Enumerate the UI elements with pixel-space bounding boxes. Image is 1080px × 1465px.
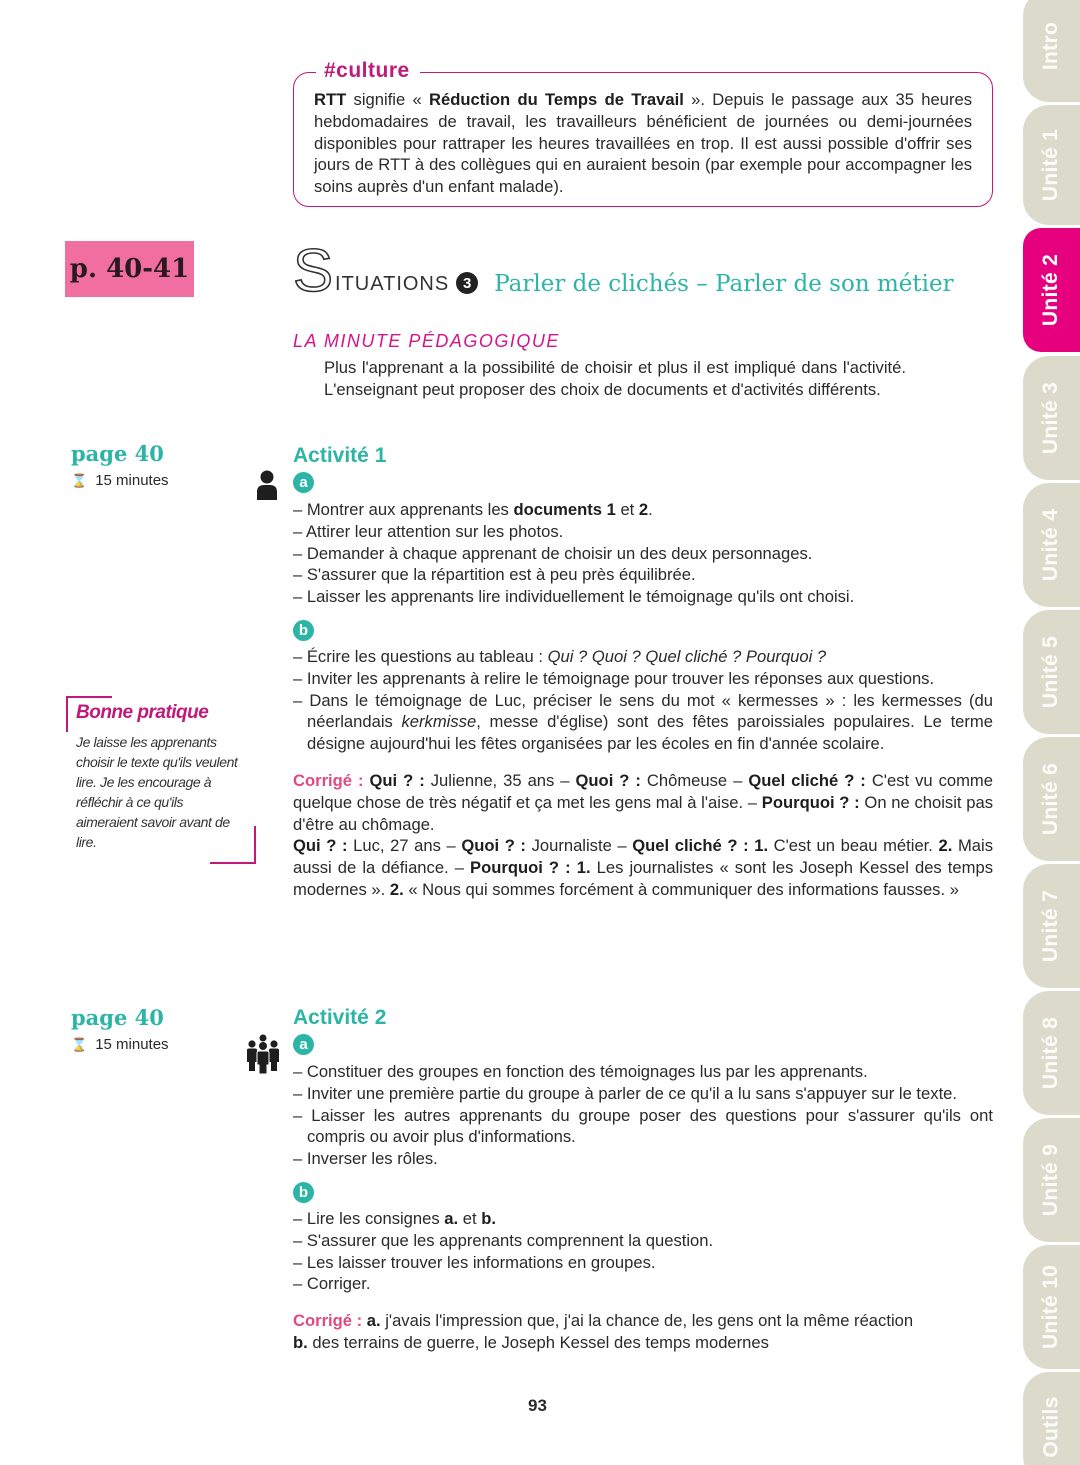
tab-label: Outils: [1039, 1396, 1063, 1458]
text-span: , messe d'église) sont des fêtes paroissiales populaires. Le terme désigne aujourd'hui les fêtes organisées par les écoles en fin d'année scolaire.: [307, 712, 993, 754]
bold-span: b.: [481, 1208, 496, 1228]
unit-tab-strip: [1023, 0, 1080, 1465]
culture-tag: #culture: [316, 59, 420, 83]
step-b-list: [293, 646, 993, 755]
italic-span: kerkmisse: [401, 712, 477, 732]
tab-label: Intro: [1039, 21, 1063, 71]
list-item: – Inverser les rôles.: [293, 1148, 993, 1170]
hourglass-icon: ⌛: [71, 472, 88, 488]
list-item: – Constituer des groupes en fonction des témoignages lus par les apprenants.: [293, 1061, 993, 1083]
section-title: Parler de clichés – Parler de son métier: [494, 271, 954, 297]
page-ref-badge: [65, 241, 194, 297]
corrige: [293, 770, 993, 901]
duration-label: 15 minutes: [95, 1036, 169, 1053]
bold-span: a.: [444, 1208, 459, 1228]
text-span: « Nous qui sommes forcément à communiquer des informations fausses. »: [403, 879, 959, 899]
bonne-pratique-box: [66, 696, 256, 864]
list-item: [293, 1208, 993, 1230]
tab-label: Unité 10: [1039, 1264, 1063, 1350]
text-span: Julienne, 35 ans –: [424, 770, 576, 790]
duration: [71, 472, 169, 489]
group-icon: [246, 1034, 280, 1079]
tab-unite-8[interactable]: [1023, 991, 1080, 1115]
heading-big-letter: S: [293, 237, 334, 304]
tab-unite-9[interactable]: [1023, 1118, 1080, 1242]
step-b-badge: b: [293, 620, 314, 641]
tab-unite-3[interactable]: [1023, 356, 1080, 480]
tab-unite-6[interactable]: [1023, 737, 1080, 861]
tab-label: Unité 5: [1039, 635, 1063, 709]
tab-unite-7[interactable]: [1023, 864, 1080, 988]
tab-unite-4[interactable]: [1023, 483, 1080, 607]
step-b-badge: b: [293, 1182, 314, 1203]
italic-span: Qui ? Quoi ? Quel cliché ? Pourquoi ?: [547, 646, 827, 666]
minute-heading: LA MINUTE PÉDAGOGIQUE: [293, 331, 560, 351]
list-item: – Laisser les apprenants lire individuellement le témoignage qu'ils ont choisi.: [293, 586, 993, 608]
list-item: – Inviter les apprenants à relire le témoignage pour trouver les réponses aux questions.: [293, 668, 993, 690]
text-span: Mais aussi de la défiance. –: [293, 836, 993, 878]
step-a-badge: a: [293, 1034, 314, 1055]
list-item: – Demander à chaque apprenant de choisir un des deux personnages.: [293, 543, 993, 565]
activity-1: [293, 443, 993, 901]
tab-label: Unité 8: [1039, 1016, 1063, 1090]
bold-span: b.: [293, 1332, 308, 1352]
text-span: Chômeuse –: [640, 770, 749, 790]
tab-intro[interactable]: [1023, 0, 1080, 102]
bold-span: Quoi ? :: [461, 836, 526, 856]
bold-span: 2: [638, 500, 649, 519]
step-a-list: [293, 499, 993, 608]
tab-outils[interactable]: [1023, 1372, 1080, 1465]
activity1-meta: [71, 441, 169, 489]
text-span: Lire les consignes: [306, 1208, 445, 1228]
corrige-label: Corrigé :: [293, 770, 364, 790]
duration-label: 15 minutes: [95, 472, 169, 489]
person-icon: [256, 470, 278, 505]
list-item: [293, 646, 993, 668]
text-span: Écrire les questions au tableau :: [306, 646, 548, 666]
text-span: Dans le témoignage de Luc, préciser le sens du mot « kermesses » : les kermesses (du néerlandais: [307, 690, 993, 732]
text-span: des terrains de guerre, le Joseph Kessel des temps modernes: [307, 1332, 769, 1352]
situation-number: 3: [456, 272, 478, 294]
text-span: .: [648, 500, 653, 519]
tab-label: Unité 6: [1039, 762, 1063, 836]
culture-box: [293, 59, 993, 207]
list-item: – S'assurer que la répartition est à peu près équilibrée.: [293, 564, 993, 586]
bold-span: Qui ? :: [293, 836, 348, 856]
heading-word: ITUATIONS: [335, 273, 450, 295]
text-span: C'est vu comme quelque chose de très négatif et ça met les gens mal à l'aise. –: [293, 770, 993, 812]
text-span: Montrer aux apprenants les: [306, 500, 514, 519]
tab-unite-2[interactable]: [1023, 228, 1080, 352]
rtt-term: RTT: [314, 90, 347, 109]
bold-span: 2.: [389, 879, 404, 899]
list-item: [293, 499, 993, 521]
text-span: signifie «: [346, 90, 430, 109]
section-heading: [293, 237, 954, 304]
bold-span: 1.: [570, 858, 591, 878]
tab-unite-5[interactable]: [1023, 610, 1080, 734]
list-item: – Attirer leur attention sur les photos.: [293, 521, 993, 543]
activity2-meta: [71, 1005, 169, 1053]
page-label: page 40: [71, 441, 164, 466]
hourglass-icon: ⌛: [71, 1036, 88, 1052]
list-item: – Corriger.: [293, 1273, 993, 1295]
bold-span: Qui ? :: [369, 770, 425, 790]
tab-label: Unité 1: [1039, 128, 1063, 202]
bold-span: Quoi ? :: [575, 770, 641, 790]
text-span: ». Depuis le passage aux 35 heures hebdomadaires de travail, les travailleurs bénéficient de journées ou demi-journées disponibles pour rattraper les heures travaillées en trop. Il est aussi possible d'offrir ses jours de RTT à des collègues qui en auraient besoin (par exemple pour accompagner les soins auprès d'un enfant malade).: [314, 90, 972, 197]
bold-span: 1.: [748, 836, 769, 856]
tab-unite-10[interactable]: [1023, 1245, 1080, 1369]
text-span: Luc, 27 ans –: [347, 836, 462, 856]
list-item: – Les laisser trouver les informations en groupes.: [293, 1252, 993, 1274]
step-b-list: [293, 1208, 993, 1295]
text-span: j'avais l'impression que, j'ai la chance de, les gens ont la même réaction: [380, 1311, 914, 1331]
step-a-badge: a: [293, 472, 314, 493]
bonne-pratique-text: Je laisse les apprenants choisir le texte qu'ils veulent lire. Je les encourage à réfléchir à ce qu'ils aimeraient savoir avant de lire.: [76, 734, 238, 850]
minute-text: Plus l'apprenant a la possibilité de choisir et plus il est impliqué dans l'activité. L'enseignant peut proposer des choix de documents et d'activités différents.: [324, 358, 906, 399]
text-span: Journaliste –: [525, 836, 633, 856]
bonne-pratique-title: Bonne pratique: [76, 702, 209, 723]
page-ref-label: p. 40-41: [69, 254, 190, 284]
bold-span: Quel cliché ? :: [632, 836, 749, 856]
page-label: page 40: [71, 1005, 164, 1030]
page-number: 93: [528, 1396, 547, 1415]
bold-span: Quel cliché ? :: [748, 770, 866, 790]
list-item: [293, 690, 993, 755]
tab-unite-1[interactable]: [1023, 105, 1080, 225]
duration: [71, 1036, 169, 1053]
text-span: Les journalistes « sont les Joseph Kessel des temps modernes ».: [293, 858, 993, 899]
bold-span: Pourquoi ? :: [761, 792, 860, 812]
bold-span: Pourquoi ? :: [470, 858, 571, 878]
tab-label: Unité 3: [1039, 381, 1063, 455]
activity-title: Activité 1: [293, 444, 387, 467]
list-item: – Inviter une première partie du groupe à parler de ce qu'il a lu sans s'appuyer sur le texte.: [293, 1083, 993, 1105]
text-span: et: [615, 500, 639, 519]
bold-span: documents 1: [513, 500, 616, 519]
bold-span: 2.: [938, 836, 953, 856]
corrige: [293, 1310, 993, 1354]
culture-text: [314, 89, 972, 198]
text-span: On ne choisit pas d'être au chômage.: [293, 792, 993, 834]
tab-label: Unité 7: [1039, 889, 1063, 963]
activity-title: Activité 2: [293, 1006, 387, 1029]
activity-2: [293, 1005, 993, 1354]
list-item: – Laisser les autres apprenants du groupe poser des questions pour s'assurer qu'ils ont compris ou avoir plus d'informations.: [293, 1105, 993, 1149]
rtt-definition: Réduction du Temps de Travail: [429, 90, 684, 109]
text-span: et: [458, 1208, 482, 1228]
tab-label: Unité 9: [1039, 1143, 1063, 1217]
tab-label: Unité 2: [1039, 253, 1063, 327]
tab-label: Unité 4: [1039, 508, 1063, 582]
list-item: – S'assurer que les apprenants comprennent la question.: [293, 1230, 993, 1252]
corrige-label: Corrigé :: [293, 1311, 363, 1331]
text-span: C'est un beau métier.: [768, 836, 939, 856]
bold-span: a.: [362, 1311, 381, 1331]
step-a-list: [293, 1061, 993, 1170]
